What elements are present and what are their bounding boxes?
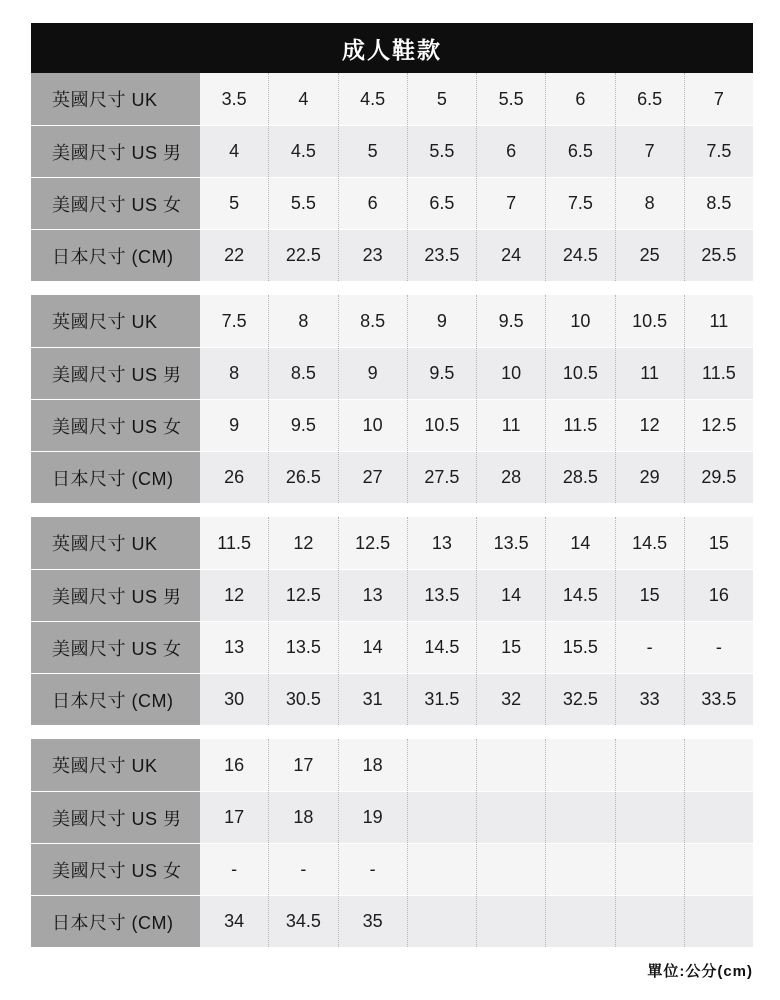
size-cell: 27 (338, 452, 407, 503)
size-cell (476, 739, 545, 791)
size-cell: 19 (338, 792, 407, 843)
size-cell: 10 (338, 400, 407, 451)
size-cell: 11 (476, 400, 545, 451)
size-cell: 15.5 (545, 622, 614, 673)
size-cell: 31 (338, 674, 407, 725)
size-cell: 9 (407, 295, 476, 347)
size-cell: 28 (476, 452, 545, 503)
size-cell: - (268, 844, 337, 895)
size-cell: 8.5 (268, 348, 337, 399)
size-cell (684, 792, 753, 843)
chart-title: 成人鞋款 (342, 36, 442, 63)
size-cell: 11 (615, 348, 684, 399)
size-cell: 30 (200, 674, 268, 725)
size-cell: 10 (476, 348, 545, 399)
size-row (31, 347, 753, 399)
size-cell: 13.5 (407, 570, 476, 621)
size-cell: 6.5 (545, 126, 614, 177)
size-cell: 13 (407, 517, 476, 569)
size-cell: 34 (200, 896, 268, 947)
size-cell: 11.5 (200, 517, 268, 569)
size-cell (407, 739, 476, 791)
size-row (31, 673, 753, 725)
size-cell: 8 (268, 295, 337, 347)
size-cell: 10.5 (407, 400, 476, 451)
size-row (31, 621, 753, 673)
size-cell: - (684, 622, 753, 673)
size-cell (684, 844, 753, 895)
size-row (31, 295, 753, 347)
size-cell: 5.5 (476, 73, 545, 125)
chart-title-bar (31, 23, 753, 73)
size-cell: 5 (338, 126, 407, 177)
size-cell: 11.5 (684, 348, 753, 399)
size-cell: 24.5 (545, 230, 614, 281)
size-row (31, 125, 753, 177)
size-cell (615, 844, 684, 895)
size-cell: 15 (684, 517, 753, 569)
size-cell (545, 792, 614, 843)
size-cell: 24 (476, 230, 545, 281)
row-label: 日本尺寸 (CM) (31, 230, 200, 281)
size-cell: 4 (268, 73, 337, 125)
size-cell: 26 (200, 452, 268, 503)
size-cell: 33.5 (684, 674, 753, 725)
size-cell: 10.5 (615, 295, 684, 347)
row-label: 美國尺寸 US 女 (31, 400, 200, 451)
size-cell: 23 (338, 230, 407, 281)
size-cell: 22.5 (268, 230, 337, 281)
size-row (31, 569, 753, 621)
size-row (31, 739, 753, 791)
size-block-1 (31, 73, 753, 281)
size-cell: 11.5 (545, 400, 614, 451)
size-cell: 9.5 (268, 400, 337, 451)
size-cell: 23.5 (407, 230, 476, 281)
size-cell: 5.5 (268, 178, 337, 229)
size-cell (407, 792, 476, 843)
size-block-4 (31, 739, 753, 947)
row-label: 日本尺寸 (CM) (31, 674, 200, 725)
size-row (31, 451, 753, 503)
size-cell: 14.5 (407, 622, 476, 673)
size-block-3 (31, 517, 753, 725)
size-cell: 25 (615, 230, 684, 281)
size-cell: 12.5 (268, 570, 337, 621)
size-cell: 6.5 (615, 73, 684, 125)
size-cell (476, 844, 545, 895)
size-cell: 5 (200, 178, 268, 229)
size-cell: 28.5 (545, 452, 614, 503)
size-cell (615, 739, 684, 791)
size-table-blocks (31, 73, 753, 947)
size-cell: 12 (268, 517, 337, 569)
size-cell: 8 (615, 178, 684, 229)
size-cell: 10 (545, 295, 614, 347)
size-cell (615, 896, 684, 947)
size-row (31, 177, 753, 229)
size-cell: 11 (684, 295, 753, 347)
size-cell: 6 (338, 178, 407, 229)
size-cell: 7.5 (684, 126, 753, 177)
size-cell: 18 (268, 792, 337, 843)
size-cell: 13.5 (268, 622, 337, 673)
size-cell: 5 (407, 73, 476, 125)
size-cell (545, 844, 614, 895)
size-cell: 18 (338, 739, 407, 791)
size-cell: 9.5 (476, 295, 545, 347)
size-cell: 32.5 (545, 674, 614, 725)
size-cell: 12 (615, 400, 684, 451)
size-cell: 14.5 (615, 517, 684, 569)
row-label: 美國尺寸 US 女 (31, 622, 200, 673)
size-cell: 7.5 (545, 178, 614, 229)
size-cell: 16 (684, 570, 753, 621)
size-cell: 9 (338, 348, 407, 399)
size-cell: 7 (684, 73, 753, 125)
size-cell: 35 (338, 896, 407, 947)
size-cell: 8.5 (338, 295, 407, 347)
size-cell: 9.5 (407, 348, 476, 399)
size-cell: 31.5 (407, 674, 476, 725)
size-cell: 10.5 (545, 348, 614, 399)
size-cell: 13 (200, 622, 268, 673)
size-cell: 15 (615, 570, 684, 621)
adult-shoe-size-chart (31, 23, 753, 981)
size-cell: 8 (200, 348, 268, 399)
row-label: 美國尺寸 US 男 (31, 348, 200, 399)
size-cell (545, 896, 614, 947)
size-block-2 (31, 295, 753, 503)
size-row (31, 895, 753, 947)
row-label: 美國尺寸 US 男 (31, 792, 200, 843)
unit-note: 單位:公分(cm) (647, 963, 753, 980)
row-label: 美國尺寸 US 男 (31, 570, 200, 621)
row-label: 英國尺寸 UK (31, 73, 200, 125)
size-cell: 33 (615, 674, 684, 725)
size-cell: 4.5 (338, 73, 407, 125)
size-cell (615, 792, 684, 843)
size-cell (684, 896, 753, 947)
size-cell (684, 739, 753, 791)
size-cell: 25.5 (684, 230, 753, 281)
size-cell (545, 739, 614, 791)
row-label: 英國尺寸 UK (31, 295, 200, 347)
size-cell: 13 (338, 570, 407, 621)
size-cell: - (615, 622, 684, 673)
size-cell: 14 (476, 570, 545, 621)
size-cell: 5.5 (407, 126, 476, 177)
size-cell (476, 792, 545, 843)
row-label: 日本尺寸 (CM) (31, 452, 200, 503)
size-cell: 14.5 (545, 570, 614, 621)
size-cell: 14 (545, 517, 614, 569)
size-cell: 17 (268, 739, 337, 791)
row-label: 日本尺寸 (CM) (31, 896, 200, 947)
size-cell (476, 896, 545, 947)
size-cell: 32 (476, 674, 545, 725)
size-cell: 6 (476, 126, 545, 177)
size-cell: 15 (476, 622, 545, 673)
size-cell: 6.5 (407, 178, 476, 229)
size-row (31, 517, 753, 569)
size-cell: 4 (200, 126, 268, 177)
size-cell: 12.5 (684, 400, 753, 451)
size-cell: 13.5 (476, 517, 545, 569)
size-cell: 7 (615, 126, 684, 177)
size-cell: 9 (200, 400, 268, 451)
size-cell: 7 (476, 178, 545, 229)
size-cell: 3.5 (200, 73, 268, 125)
size-cell (407, 896, 476, 947)
size-row (31, 73, 753, 125)
size-row (31, 399, 753, 451)
size-cell: 29.5 (684, 452, 753, 503)
size-cell: 27.5 (407, 452, 476, 503)
size-cell: 12 (200, 570, 268, 621)
row-label: 美國尺寸 US 男 (31, 126, 200, 177)
size-cell: - (200, 844, 268, 895)
size-cell: 14 (338, 622, 407, 673)
size-cell: 30.5 (268, 674, 337, 725)
size-cell: 8.5 (684, 178, 753, 229)
size-cell: 12.5 (338, 517, 407, 569)
size-cell: 29 (615, 452, 684, 503)
size-cell: 4.5 (268, 126, 337, 177)
row-label: 美國尺寸 US 女 (31, 844, 200, 895)
size-row (31, 843, 753, 895)
size-cell: - (338, 844, 407, 895)
size-row (31, 229, 753, 281)
size-cell: 34.5 (268, 896, 337, 947)
row-label: 英國尺寸 UK (31, 739, 200, 791)
size-cell: 7.5 (200, 295, 268, 347)
size-cell: 16 (200, 739, 268, 791)
row-label: 美國尺寸 US 女 (31, 178, 200, 229)
row-label: 英國尺寸 UK (31, 517, 200, 569)
size-cell (407, 844, 476, 895)
size-row (31, 791, 753, 843)
size-cell: 26.5 (268, 452, 337, 503)
size-cell: 22 (200, 230, 268, 281)
size-cell: 6 (545, 73, 614, 125)
size-cell: 17 (200, 792, 268, 843)
